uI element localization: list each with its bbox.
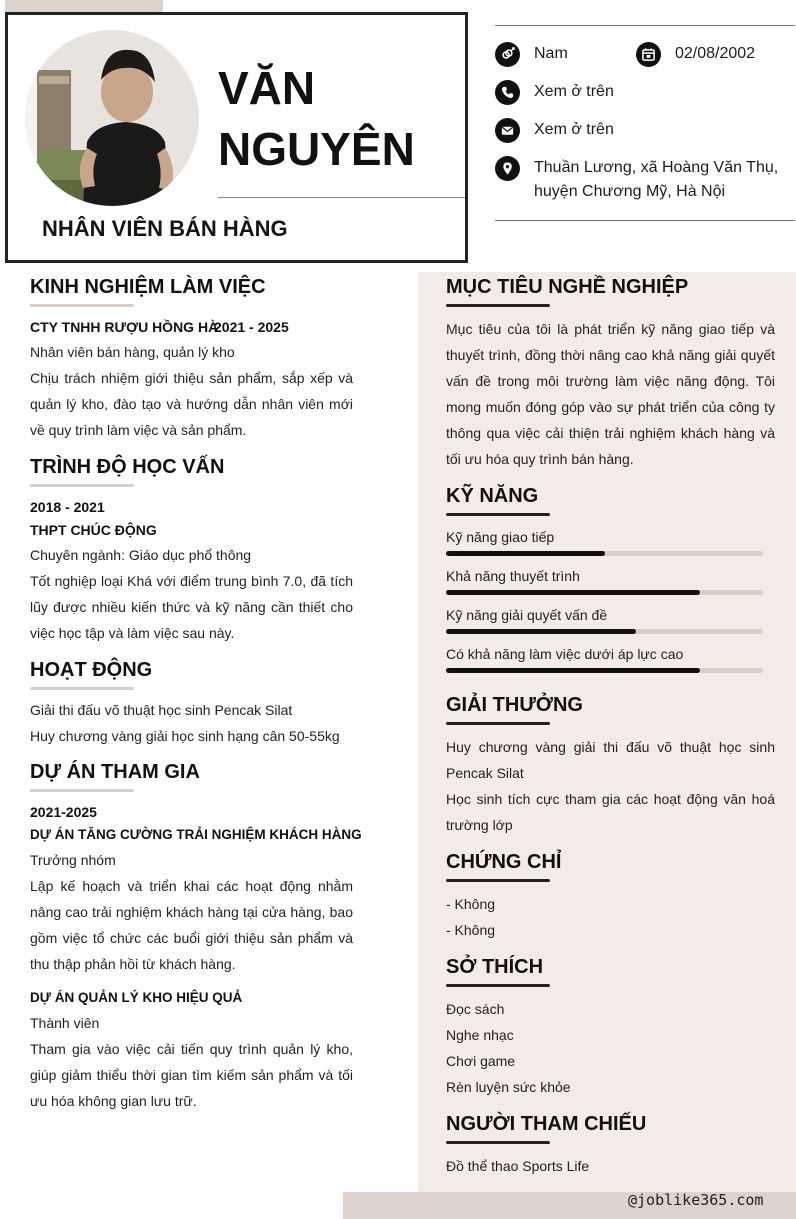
watermark: @joblike365.com <box>628 1191 764 1209</box>
skill-bar-fill <box>446 551 605 556</box>
skill-bar-fill <box>446 590 700 595</box>
certificate-item: - Không <box>446 922 496 938</box>
contact-phone <box>495 80 614 105</box>
experience-heading: KINH NGHIỆM LÀM VIỆC <box>30 276 266 298</box>
hobby-item: Nghe nhạc <box>446 1027 514 1043</box>
skill-bar-fill <box>446 668 700 673</box>
projects-period: 2021-2025 <box>30 804 97 820</box>
project-1-role: Trưởng nhóm <box>30 852 116 868</box>
skill-bar-track <box>446 590 763 595</box>
name-divider <box>218 197 465 198</box>
name-line-1: VĂN <box>218 62 316 114</box>
objective-text: Mục tiêu của tôi là phát triển kỹ năng giao tiếp và thuyết trình, đồng thời nâng cao khả năng giải quyết vấn đề trong môi trường làm việc năng động. Tôi mong muốn đóng góp vào sự phát triển của công ty thông qua việc cải thiện trải nghiệm khách hàng và tối ưu hóa quy trình bán hàng. <box>446 321 775 467</box>
projects-heading: DỰ ÁN THAM GIA <box>30 761 200 783</box>
project-2-description: Tham gia vào việc cải tiến quy trình quản lý kho, giúp giảm thiểu thời gian tìm kiếm sản phẩm và tối ưu hóa không gian lưu trữ. <box>30 1041 353 1109</box>
education-heading: TRÌNH ĐỘ HỌC VẤN <box>30 456 225 478</box>
contact-bottom-divider <box>495 220 795 221</box>
email-value: Xem ở trên <box>534 121 614 138</box>
references-underline <box>446 1141 550 1144</box>
award-item-1: Huy chương vàng giải thi đấu võ thuật học sinh Pencak Silat <box>446 739 775 781</box>
certificates-underline <box>446 879 550 882</box>
skill-bar-track <box>446 629 763 634</box>
experience-role: Nhân viên bán hàng, quản lý kho <box>30 344 235 360</box>
calendar-icon <box>636 42 661 67</box>
avatar <box>25 30 199 206</box>
hobbies-heading: SỞ THÍCH <box>446 956 544 978</box>
gender-icon <box>495 42 520 67</box>
address-line-2: huyện Chương Mỹ, Hà Nội <box>534 183 726 200</box>
project-2-role: Thành viên <box>30 1015 100 1031</box>
experience-underline <box>30 304 134 307</box>
address-value <box>534 156 778 204</box>
phone-icon <box>495 80 520 105</box>
certificate-item: - Không <box>446 896 496 912</box>
skill-label: Khả năng thuyết trình <box>446 568 580 584</box>
skill-bar-fill <box>446 629 636 634</box>
hobby-item: Rèn luyện sức khỏe <box>446 1079 571 1095</box>
candidate-name <box>218 58 415 180</box>
education-major: Chuyên ngành: Giáo dục phổ thông <box>30 547 252 563</box>
skill-bar-track <box>446 668 763 673</box>
activities-heading: HOẠT ĐỘNG <box>30 659 153 681</box>
hobbies-underline <box>446 984 550 987</box>
skill-label: Kỹ năng giao tiếp <box>446 529 555 545</box>
awards-underline <box>446 722 550 725</box>
education-description: Tốt nghiệp loại Khá với điểm trung bình 7.0, đã tích lũy được nhiều kiến thức và kỹ năng cần thiết cho việc học tập và làm việc sau này. <box>30 573 353 641</box>
projects-underline <box>30 789 134 792</box>
skills-underline <box>446 513 550 516</box>
contact-address <box>495 156 778 204</box>
education-school: THPT CHÚC ĐỘNG <box>30 522 157 538</box>
objective-heading: MỤC TIÊU NGHỀ NGHIỆP <box>446 276 689 298</box>
references-heading: NGƯỜI THAM CHIẾU <box>446 1113 647 1135</box>
awards-heading: GIẢI THƯỞNG <box>446 694 583 716</box>
award-item-2: Học sinh tích cực tham gia các hoạt động văn hoá trường lớp <box>446 791 775 833</box>
certificates-heading: CHỨNG CHỈ <box>446 851 562 873</box>
hobby-item: Chơi game <box>446 1053 516 1069</box>
experience-company: CTY TNHH RƯỢU HỒNG HÀ <box>30 319 219 335</box>
phone-value: Xem ở trên <box>534 83 614 100</box>
mail-icon <box>495 118 520 143</box>
contact-dob <box>636 42 755 67</box>
skill-label: Kỹ năng giải quyết vấn đề <box>446 607 608 623</box>
education-underline <box>30 484 134 487</box>
activities-underline <box>30 687 134 690</box>
activity-item: Huy chương vàng giải học sinh hạng cân 50-55kg <box>30 728 340 744</box>
contact-gender <box>495 42 568 67</box>
skills-heading: KỸ NĂNG <box>446 485 539 507</box>
contact-email <box>495 118 614 143</box>
contact-top-divider <box>495 25 795 26</box>
dob-value: 02/08/2002 <box>675 45 756 62</box>
experience-period: 2021 - 2025 <box>214 319 289 335</box>
experience-description: Chịu trách nhiệm giới thiệu sản phẩm, sắp xếp và quản lý kho, đào tạo và hướng dẫn nhân viên mới về quy trình làm việc và sản phẩm. <box>30 370 353 438</box>
skill-label: Có khả năng làm việc dưới áp lực cao <box>446 646 684 662</box>
reference-item: Đồ thể thao Sports Life <box>446 1158 590 1174</box>
project-1-description: Lập kế hoạch và triển khai các hoạt động nhằm nâng cao trải nghiệm khách hàng tại cửa hàng, bao gồm việc tổ chức các buổi giới thiệu sản phẩm và thu thập phản hồi từ khách hàng. <box>30 878 353 972</box>
activity-item: Giải thi đấu võ thuật học sinh Pencak Silat <box>30 702 293 718</box>
skill-bar-track <box>446 551 763 556</box>
address-line-1: Thuần Lương, xã Hoàng Văn Thụ, <box>534 159 779 176</box>
location-pin-icon <box>495 156 520 181</box>
project-2-name: DỰ ÁN QUẢN LÝ KHO HIỆU QUẢ <box>30 990 243 1005</box>
education-period: 2018 - 2021 <box>30 499 105 515</box>
name-line-2: NGUYÊN <box>218 123 415 175</box>
job-title: NHÂN VIÊN BÁN HÀNG <box>42 216 288 241</box>
objective-underline <box>446 304 550 307</box>
hobby-item: Đọc sách <box>446 1001 505 1017</box>
gender-value: Nam <box>534 45 568 62</box>
project-1-name: DỰ ÁN TĂNG CƯỜNG TRẢI NGHIỆM KHÁCH HÀNG <box>30 827 362 842</box>
